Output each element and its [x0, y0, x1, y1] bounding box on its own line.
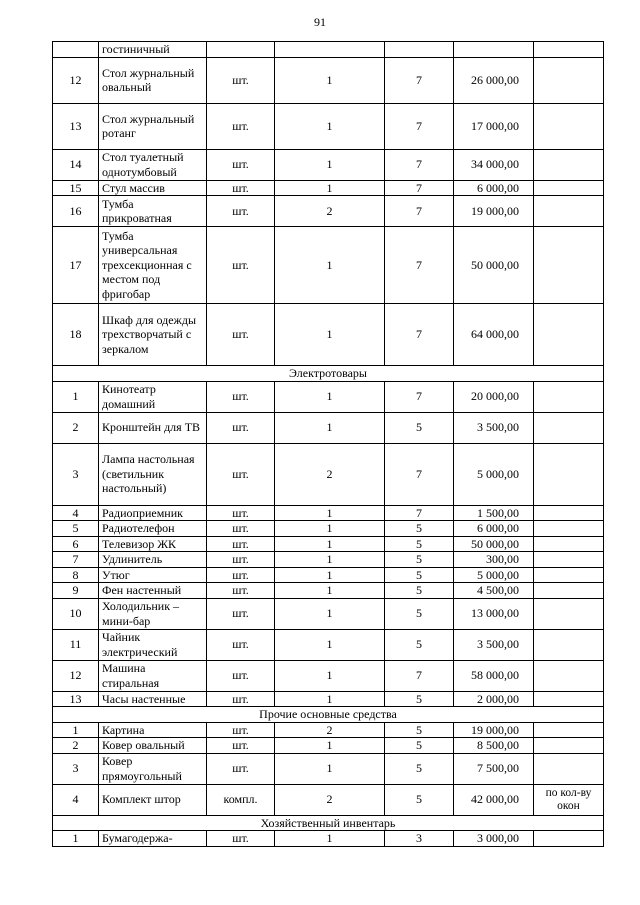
item-term-cell: 5 [385, 598, 454, 629]
item-note-cell [534, 57, 604, 103]
item-name-cell: Стол журнальный ротанг [99, 103, 207, 149]
item-sum-cell: 19 000,00 [454, 722, 534, 738]
table-row [53, 691, 604, 707]
item-sum-cell: 17 000,00 [454, 103, 534, 149]
item-quantity-cell: 1 [275, 536, 385, 552]
item-term-cell: 5 [385, 784, 454, 815]
table-row [53, 304, 604, 366]
item-name-cell: Бумагодержа- [99, 831, 207, 847]
item-sum-cell: 34 000,00 [454, 149, 534, 180]
item-name-cell: Тумба прикроватная [99, 196, 207, 227]
item-number-cell: 12 [53, 57, 99, 103]
item-quantity-cell: 1 [275, 381, 385, 412]
item-name-cell: Картина [99, 722, 207, 738]
item-quantity-cell: 1 [275, 521, 385, 537]
item-note-cell [534, 660, 604, 691]
item-name-cell: Стол журнальный овальный [99, 57, 207, 103]
item-number-cell: 4 [53, 784, 99, 815]
item-number-cell: 12 [53, 660, 99, 691]
item-quantity-cell: 1 [275, 583, 385, 599]
item-term-cell: 7 [385, 505, 454, 521]
item-number-cell: 9 [53, 583, 99, 599]
item-quantity-cell: 1 [275, 505, 385, 521]
item-unit-cell [207, 42, 275, 58]
item-quantity-cell: 2 [275, 196, 385, 227]
item-unit-cell: шт. [207, 381, 275, 412]
item-unit-cell: шт. [207, 304, 275, 366]
item-name-cell: Удлинитель [99, 552, 207, 568]
item-name-cell: Холодильник – мини-бар [99, 598, 207, 629]
item-number-cell: 5 [53, 521, 99, 537]
item-unit-cell: шт. [207, 567, 275, 583]
item-number-cell: 17 [53, 227, 99, 304]
item-term-cell: 7 [385, 660, 454, 691]
item-unit-cell: шт. [207, 738, 275, 754]
item-unit-cell: шт. [207, 505, 275, 521]
table-row [53, 196, 604, 227]
item-name-cell: Телевизор ЖК [99, 536, 207, 552]
item-note-cell [534, 629, 604, 660]
item-unit-cell: шт. [207, 103, 275, 149]
item-note-cell [534, 831, 604, 847]
section-header-row [53, 707, 604, 723]
table-row [53, 598, 604, 629]
item-unit-cell: шт. [207, 149, 275, 180]
item-sum-cell: 6 000,00 [454, 180, 534, 196]
inventory-table [52, 41, 604, 847]
section-header-row [53, 366, 604, 382]
item-name-cell: Ковер овальный [99, 738, 207, 754]
item-quantity-cell: 1 [275, 304, 385, 366]
item-sum-cell: 3 500,00 [454, 412, 534, 443]
item-number-cell: 1 [53, 381, 99, 412]
item-term-cell: 7 [385, 149, 454, 180]
item-note-cell: по кол-ву окон [534, 784, 604, 815]
table-row [53, 753, 604, 784]
item-number-cell [53, 42, 99, 58]
item-note-cell [534, 42, 604, 58]
item-unit-cell: шт. [207, 831, 275, 847]
item-sum-cell: 64 000,00 [454, 304, 534, 366]
table-row [53, 412, 604, 443]
item-number-cell: 1 [53, 722, 99, 738]
item-sum-cell: 6 000,00 [454, 521, 534, 537]
item-quantity-cell: 1 [275, 149, 385, 180]
item-unit-cell: шт. [207, 629, 275, 660]
item-note-cell [534, 443, 604, 505]
table-row [53, 42, 604, 58]
item-name-cell: Часы настенные [99, 691, 207, 707]
item-number-cell: 8 [53, 567, 99, 583]
item-term-cell: 7 [385, 304, 454, 366]
item-number-cell: 16 [53, 196, 99, 227]
item-note-cell [534, 753, 604, 784]
item-unit-cell: шт. [207, 443, 275, 505]
item-quantity-cell: 2 [275, 722, 385, 738]
item-quantity-cell: 1 [275, 738, 385, 754]
item-sum-cell: 50 000,00 [454, 536, 534, 552]
item-name-cell: Машина стиральная [99, 660, 207, 691]
item-quantity-cell: 1 [275, 567, 385, 583]
item-sum-cell: 300,00 [454, 552, 534, 568]
table-row [53, 784, 604, 815]
item-number-cell: 13 [53, 103, 99, 149]
section-title: Хозяйственный инвентарь [53, 815, 604, 831]
item-quantity-cell: 1 [275, 227, 385, 304]
item-number-cell: 2 [53, 738, 99, 754]
table-row [53, 57, 604, 103]
item-term-cell: 7 [385, 180, 454, 196]
item-number-cell: 1 [53, 831, 99, 847]
item-quantity-cell: 1 [275, 691, 385, 707]
item-sum-cell: 3 500,00 [454, 629, 534, 660]
item-number-cell: 11 [53, 629, 99, 660]
item-sum-cell: 58 000,00 [454, 660, 534, 691]
page-number: 91 [314, 15, 326, 29]
item-name-cell: Тумба универсальная трехсекционная с местом под фригобар [99, 227, 207, 304]
item-quantity-cell: 1 [275, 660, 385, 691]
item-number-cell: 7 [53, 552, 99, 568]
item-unit-cell: шт. [207, 536, 275, 552]
item-term-cell: 5 [385, 691, 454, 707]
item-sum-cell: 2 000,00 [454, 691, 534, 707]
item-note-cell [534, 598, 604, 629]
item-note-cell [534, 227, 604, 304]
item-quantity-cell: 1 [275, 629, 385, 660]
item-number-cell: 3 [53, 753, 99, 784]
item-sum-cell: 8 500,00 [454, 738, 534, 754]
table-row [53, 629, 604, 660]
item-term-cell: 7 [385, 57, 454, 103]
item-sum-cell: 1 500,00 [454, 505, 534, 521]
item-term-cell: 5 [385, 722, 454, 738]
table-row [53, 660, 604, 691]
item-name-cell: Стол туалетный однотумбовый [99, 149, 207, 180]
item-sum-cell [454, 42, 534, 58]
item-name-cell: Чайник электрический [99, 629, 207, 660]
item-note-cell [534, 567, 604, 583]
item-note-cell [534, 521, 604, 537]
section-title: Прочие основные средства [53, 707, 604, 723]
item-quantity-cell: 1 [275, 598, 385, 629]
section-title: Электротовары [53, 366, 604, 382]
table-row [53, 443, 604, 505]
item-unit-cell: шт. [207, 753, 275, 784]
item-unit-cell: шт. [207, 521, 275, 537]
table-row [53, 536, 604, 552]
item-unit-cell: шт. [207, 722, 275, 738]
table-row [53, 103, 604, 149]
item-number-cell: 3 [53, 443, 99, 505]
table-row [53, 381, 604, 412]
item-note-cell [534, 196, 604, 227]
item-unit-cell: шт. [207, 57, 275, 103]
item-term-cell [385, 42, 454, 58]
item-note-cell [534, 381, 604, 412]
item-note-cell [534, 505, 604, 521]
table-row [53, 831, 604, 847]
item-name-cell: Лампа настольная (светильник настольный) [99, 443, 207, 505]
item-name-cell: Радиоприемник [99, 505, 207, 521]
item-quantity-cell: 1 [275, 753, 385, 784]
item-note-cell [534, 722, 604, 738]
item-sum-cell: 50 000,00 [454, 227, 534, 304]
item-name-cell: Шкаф для одежды трехстворчатый с зеркалом [99, 304, 207, 366]
item-sum-cell: 20 000,00 [454, 381, 534, 412]
item-sum-cell: 5 000,00 [454, 567, 534, 583]
item-note-cell [534, 536, 604, 552]
item-note-cell [534, 738, 604, 754]
item-quantity-cell: 1 [275, 552, 385, 568]
item-note-cell [534, 552, 604, 568]
item-number-cell: 14 [53, 149, 99, 180]
item-name-cell: Стул массив [99, 180, 207, 196]
item-unit-cell: компл. [207, 784, 275, 815]
item-name-cell: Комплект штор [99, 784, 207, 815]
item-number-cell: 2 [53, 412, 99, 443]
table-row [53, 505, 604, 521]
item-name-cell: Фен настенный [99, 583, 207, 599]
item-unit-cell: шт. [207, 227, 275, 304]
item-number-cell: 4 [53, 505, 99, 521]
table-row [53, 180, 604, 196]
table-row [53, 227, 604, 304]
item-note-cell [534, 149, 604, 180]
item-unit-cell: шт. [207, 660, 275, 691]
item-name-cell: Утюг [99, 567, 207, 583]
inventory-table-body [53, 42, 604, 847]
table-row [53, 552, 604, 568]
item-quantity-cell: 1 [275, 57, 385, 103]
item-sum-cell: 7 500,00 [454, 753, 534, 784]
item-term-cell: 3 [385, 831, 454, 847]
item-name-cell: Ковер прямоугольный [99, 753, 207, 784]
table-row [53, 567, 604, 583]
item-sum-cell: 19 000,00 [454, 196, 534, 227]
item-term-cell: 7 [385, 103, 454, 149]
item-term-cell: 7 [385, 443, 454, 505]
item-name-cell: гостиничный [99, 42, 207, 58]
table-row [53, 149, 604, 180]
item-term-cell: 5 [385, 521, 454, 537]
item-number-cell: 15 [53, 180, 99, 196]
table-row [53, 583, 604, 599]
item-quantity-cell: 2 [275, 784, 385, 815]
item-sum-cell: 5 000,00 [454, 443, 534, 505]
item-note-cell [534, 691, 604, 707]
item-sum-cell: 3 000,00 [454, 831, 534, 847]
item-unit-cell: шт. [207, 583, 275, 599]
item-note-cell [534, 412, 604, 443]
item-term-cell: 5 [385, 738, 454, 754]
item-unit-cell: шт. [207, 552, 275, 568]
item-unit-cell: шт. [207, 691, 275, 707]
item-note-cell [534, 304, 604, 366]
table-row [53, 738, 604, 754]
item-number-cell: 10 [53, 598, 99, 629]
item-term-cell: 5 [385, 552, 454, 568]
item-sum-cell: 26 000,00 [454, 57, 534, 103]
item-name-cell: Кинотеатр домашний [99, 381, 207, 412]
section-header-row [53, 815, 604, 831]
item-term-cell: 5 [385, 567, 454, 583]
item-term-cell: 5 [385, 536, 454, 552]
item-note-cell [534, 103, 604, 149]
item-term-cell: 7 [385, 381, 454, 412]
item-quantity-cell [275, 42, 385, 58]
item-sum-cell: 4 500,00 [454, 583, 534, 599]
item-number-cell: 6 [53, 536, 99, 552]
item-term-cell: 7 [385, 196, 454, 227]
item-number-cell: 18 [53, 304, 99, 366]
item-quantity-cell: 1 [275, 103, 385, 149]
item-term-cell: 5 [385, 583, 454, 599]
table-row [53, 521, 604, 537]
item-unit-cell: шт. [207, 412, 275, 443]
item-term-cell: 5 [385, 753, 454, 784]
item-note-cell [534, 583, 604, 599]
item-quantity-cell: 1 [275, 180, 385, 196]
item-sum-cell: 42 000,00 [454, 784, 534, 815]
item-number-cell: 13 [53, 691, 99, 707]
item-term-cell: 5 [385, 629, 454, 660]
item-term-cell: 7 [385, 227, 454, 304]
item-term-cell: 5 [385, 412, 454, 443]
item-sum-cell: 13 000,00 [454, 598, 534, 629]
item-unit-cell: шт. [207, 598, 275, 629]
item-quantity-cell: 2 [275, 443, 385, 505]
item-name-cell: Кронштейн для ТВ [99, 412, 207, 443]
item-unit-cell: шт. [207, 196, 275, 227]
item-name-cell: Радиотелефон [99, 521, 207, 537]
item-quantity-cell: 1 [275, 831, 385, 847]
item-unit-cell: шт. [207, 180, 275, 196]
table-row [53, 722, 604, 738]
item-note-cell [534, 180, 604, 196]
item-quantity-cell: 1 [275, 412, 385, 443]
